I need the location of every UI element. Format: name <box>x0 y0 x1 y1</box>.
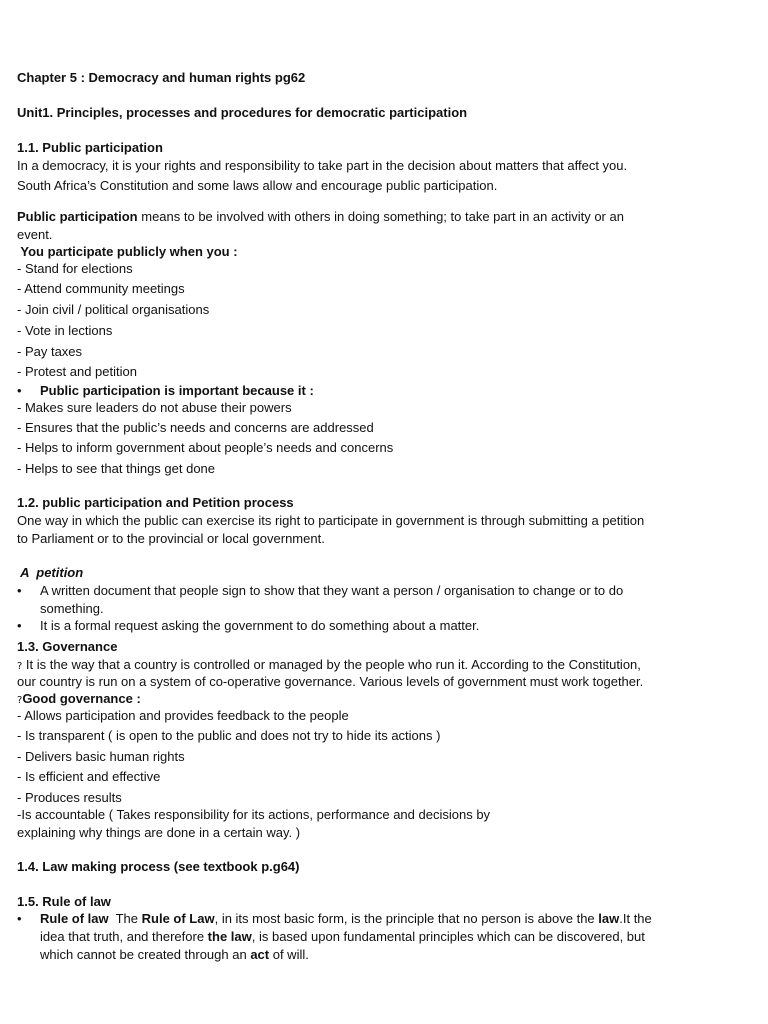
text-run: , in its most basic form, is the principle that no person is above the <box>214 911 599 926</box>
list-item: - Helps to see that things get done <box>17 461 216 476</box>
list-item: - Pay taxes <box>17 344 83 359</box>
s13-line2: our country is run on a system of co-operative governance. Various levels of government must work together. <box>17 674 644 689</box>
list-item: - Stand for elections <box>17 261 133 276</box>
accountable-line-2: explaining why things are done in a certain way. ) <box>17 825 301 840</box>
public-participation-definition <box>17 208 729 226</box>
bullet-icon: • <box>17 618 22 633</box>
text-run: of will. <box>269 947 309 962</box>
petition-bullet-2-text: It is a formal request asking the government to do something about a matter. <box>40 618 480 633</box>
bold-run: the law <box>207 929 252 944</box>
definition-text: means to be involved with others in doing something; to take part in an activity or an <box>137 209 624 224</box>
petition-label: A petition <box>17 565 84 580</box>
list-item: - Ensures that the public’s needs and concerns are addressed <box>17 420 374 435</box>
list-item: - Helps to inform government about people’s needs and concerns <box>17 440 394 455</box>
accountable-line-1: -Is accountable ( Takes responsibility for its actions, performance and decisions by <box>17 807 491 822</box>
list-item: - Makes sure leaders do not abuse their powers <box>17 400 292 415</box>
section-1-2-heading: 1.2. public participation and Petition process <box>17 495 294 510</box>
list-item: - Produces results <box>17 790 122 805</box>
definition-continued: event. <box>17 227 53 242</box>
list-item: - Is transparent ( is open to the public and does not try to hide its actions ) <box>17 728 441 743</box>
rule-of-law-line-2 <box>40 928 727 946</box>
petition-bullet-1-b: something. <box>40 601 104 616</box>
you-participate-heading: You participate publicly when you : <box>17 244 238 259</box>
list-item: - Vote in lections <box>17 323 113 338</box>
text-run: , is based upon fundamental principles which can be discovered, but <box>251 929 645 944</box>
text-run: .It the <box>619 911 652 926</box>
s12-line1: One way in which the public can exercise its right to participate in government is through submitting a petition <box>17 513 645 528</box>
text-run: The <box>108 911 142 926</box>
section-1-3-heading: 1.3. Governance <box>17 639 118 654</box>
bullet-icon: • <box>17 383 22 398</box>
s13-line1-text: It is the way that a country is controlled or managed by the people who run it. According to the Constitution, <box>22 657 641 672</box>
important-bullet <box>17 382 717 400</box>
bullet-icon: • <box>17 911 22 926</box>
list-item: - Attend community meetings <box>17 281 185 296</box>
list-item: - Protest and petition <box>17 364 137 379</box>
text-run: which cannot be created through an <box>40 947 251 962</box>
bold-run: Rule of Law <box>141 911 215 926</box>
important-bullet-text: Public participation is important because it : <box>40 383 314 398</box>
s11-line1: In a democracy, it is your rights and responsibility to take part in the decision about matters that affect you. <box>17 158 628 173</box>
petition-bullet-2 <box>17 617 717 635</box>
section-1-1-heading: 1.1. Public participation <box>17 140 163 155</box>
definition-term: Public participation <box>17 209 138 224</box>
good-governance-text: Good governance : <box>22 691 141 706</box>
chapter-title: Chapter 5 : Democracy and human rights pg62 <box>17 70 306 85</box>
bullet-icon: • <box>17 583 22 598</box>
rule-of-law-line-1 <box>40 910 727 928</box>
bold-run: Rule of law <box>40 911 109 926</box>
list-item: - Allows participation and provides feedback to the people <box>17 708 349 723</box>
s11-line2: South Africa’s Constitution and some laws allow and encourage public participation. <box>17 178 498 193</box>
rule-of-law-bullet <box>17 910 727 964</box>
list-item: - Join civil / political organisations <box>17 302 210 317</box>
bold-run: act <box>250 947 270 962</box>
bold-run: law <box>598 911 620 926</box>
s12-line2: to Parliament or to the provincial or local government. <box>17 531 325 546</box>
missing-glyph-icon: ? <box>17 661 23 672</box>
unit-title: Unit1. Principles, processes and procedures for democratic participation <box>17 105 468 120</box>
list-item: - Is efficient and effective <box>17 769 161 784</box>
missing-glyph-icon: ? <box>17 695 23 706</box>
petition-bullet-1 <box>17 582 717 618</box>
list-item: - Delivers basic human rights <box>17 749 185 764</box>
petition-bullet-1-a: A written document that people sign to show that they want a person / organisation to change or to do <box>40 583 624 598</box>
rule-of-law-line-3 <box>40 946 727 964</box>
text-run: idea that truth, and therefore <box>40 929 208 944</box>
section-1-5-heading: 1.5. Rule of law <box>17 894 111 909</box>
section-1-4-heading: 1.4. Law making process (see textbook p.g64) <box>17 859 300 874</box>
